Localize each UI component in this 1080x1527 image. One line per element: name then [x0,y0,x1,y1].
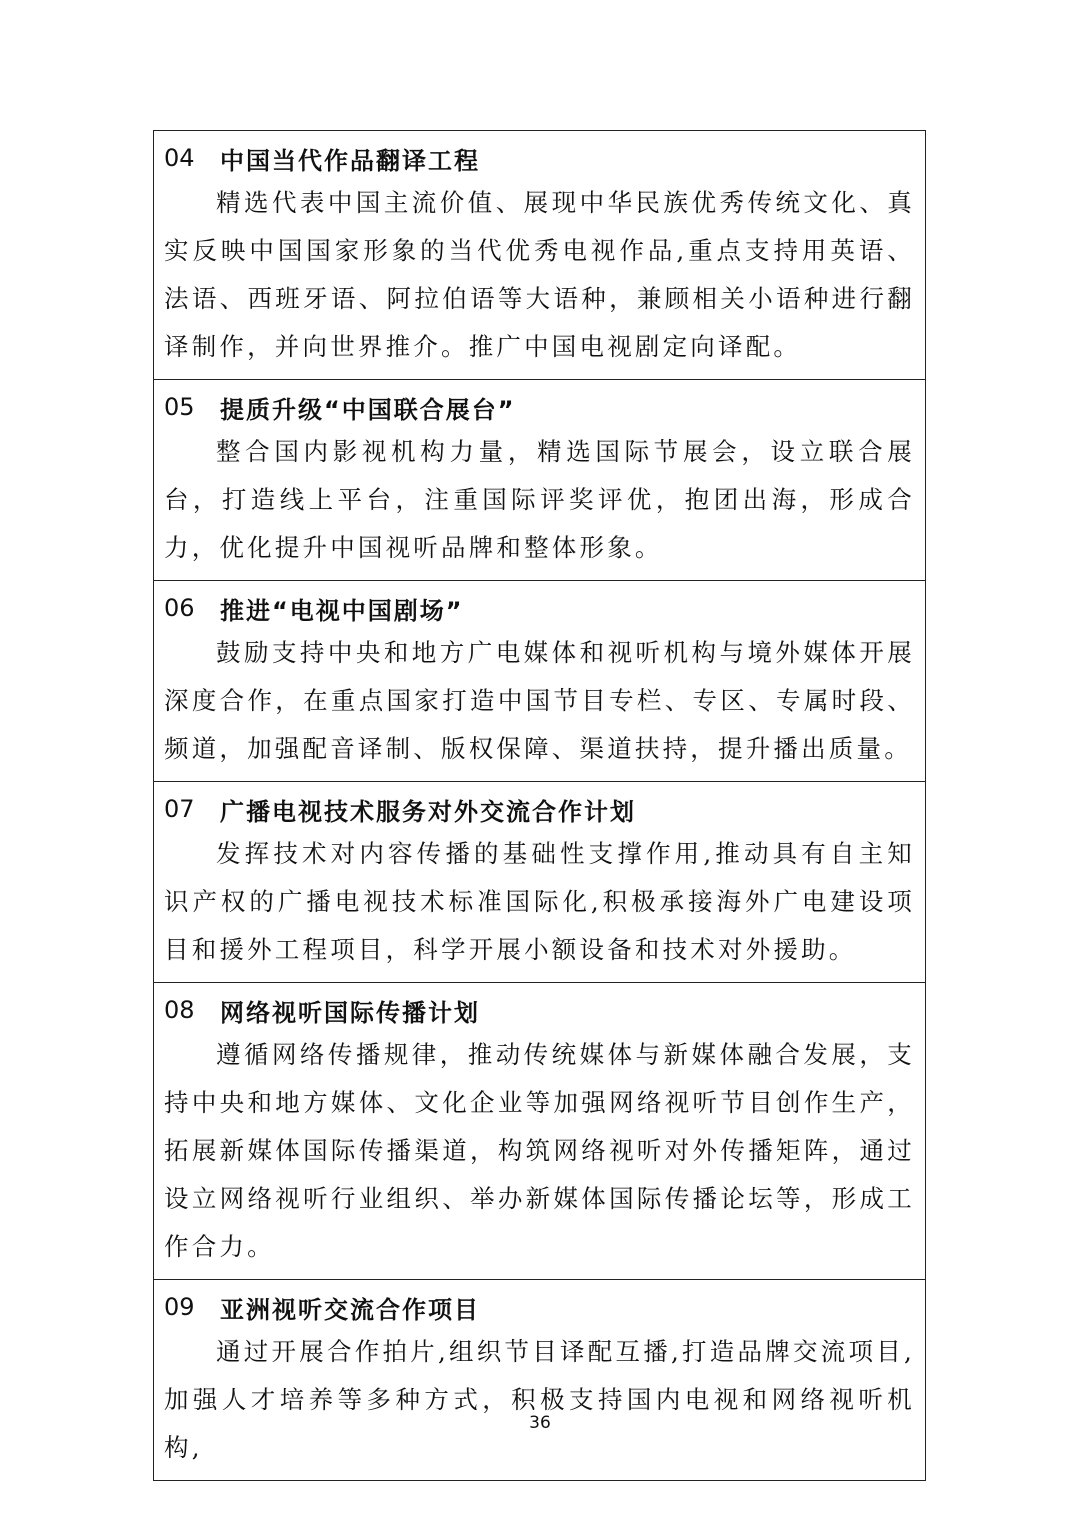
section-body: 精选代表中国主流价值、展现中华民族优秀传统文化、真实反映中国国家形象的当代优秀电视作品,重点支持用英语、法语、西班牙语、阿拉伯语等大语种，兼顾相关小语种进行翻译制作，并向世界推介。推广中国电视剧定向译配。 [164,188,915,361]
section-title: 网络视听国际传播计划 [220,998,480,1027]
project-section-08 [154,983,925,1280]
section-title: 亚洲视听交流合作项目 [220,1295,480,1324]
section-number: 06 [164,594,195,622]
project-section-09 [154,1280,925,1480]
project-section-07 [154,782,925,983]
section-title: 广播电视技术服务对外交流合作计划 [220,797,636,826]
section-heading [164,386,915,428]
section-title: 中国当代作品翻译工程 [220,146,480,175]
section-number: 05 [164,393,195,421]
project-section-05 [154,380,925,581]
section-body: 发挥技术对内容传播的基础性支撑作用,推动具有自主知识产权的广播电视技术标准国际化,积极承接海外广电建设项目和援外工程项目，科学开展小额设备和技术对外援助。 [164,839,915,964]
projects-table [153,130,926,1481]
section-number: 04 [164,144,195,172]
project-section-04 [154,131,925,380]
section-body: 整合国内影视机构力量，精选国际节展会，设立联合展台，打造线上平台，注重国际评奖评优，抱团出海，形成合力，优化提升中国视听品牌和整体形象。 [164,437,915,562]
section-title: 提质升级“中国联合展台” [220,395,516,424]
section-body: 通过开展合作拍片,组织节目译配互播,打造品牌交流项目,加强人才培养等多种方式，积极支持国内电视和网络视听机构, [164,1337,915,1462]
section-number: 07 [164,795,195,823]
project-section-06 [154,581,925,782]
section-heading [164,1286,915,1328]
section-title: 推进“电视中国剧场” [220,596,464,625]
section-body: 遵循网络传播规律，推动传统媒体与新媒体融合发展，支持中央和地方媒体、文化企业等加强网络视听节目创作生产，拓展新媒体国际传播渠道，构筑网络视听对外传播矩阵，通过设立网络视听行业组织、举办新媒体国际传播论坛等，形成工作合力。 [164,1040,915,1261]
section-heading [164,788,915,830]
section-number: 08 [164,996,195,1024]
section-heading [164,587,915,629]
section-heading [164,137,915,179]
page-number: 36 [529,1413,551,1433]
section-body: 鼓励支持中央和地方广电媒体和视听机构与境外媒体开展深度合作，在重点国家打造中国节目专栏、专区、专属时段、频道，加强配音译制、版权保障、渠道扶持，提升播出质量。 [164,638,915,763]
section-heading [164,989,915,1031]
section-number: 09 [164,1293,195,1321]
